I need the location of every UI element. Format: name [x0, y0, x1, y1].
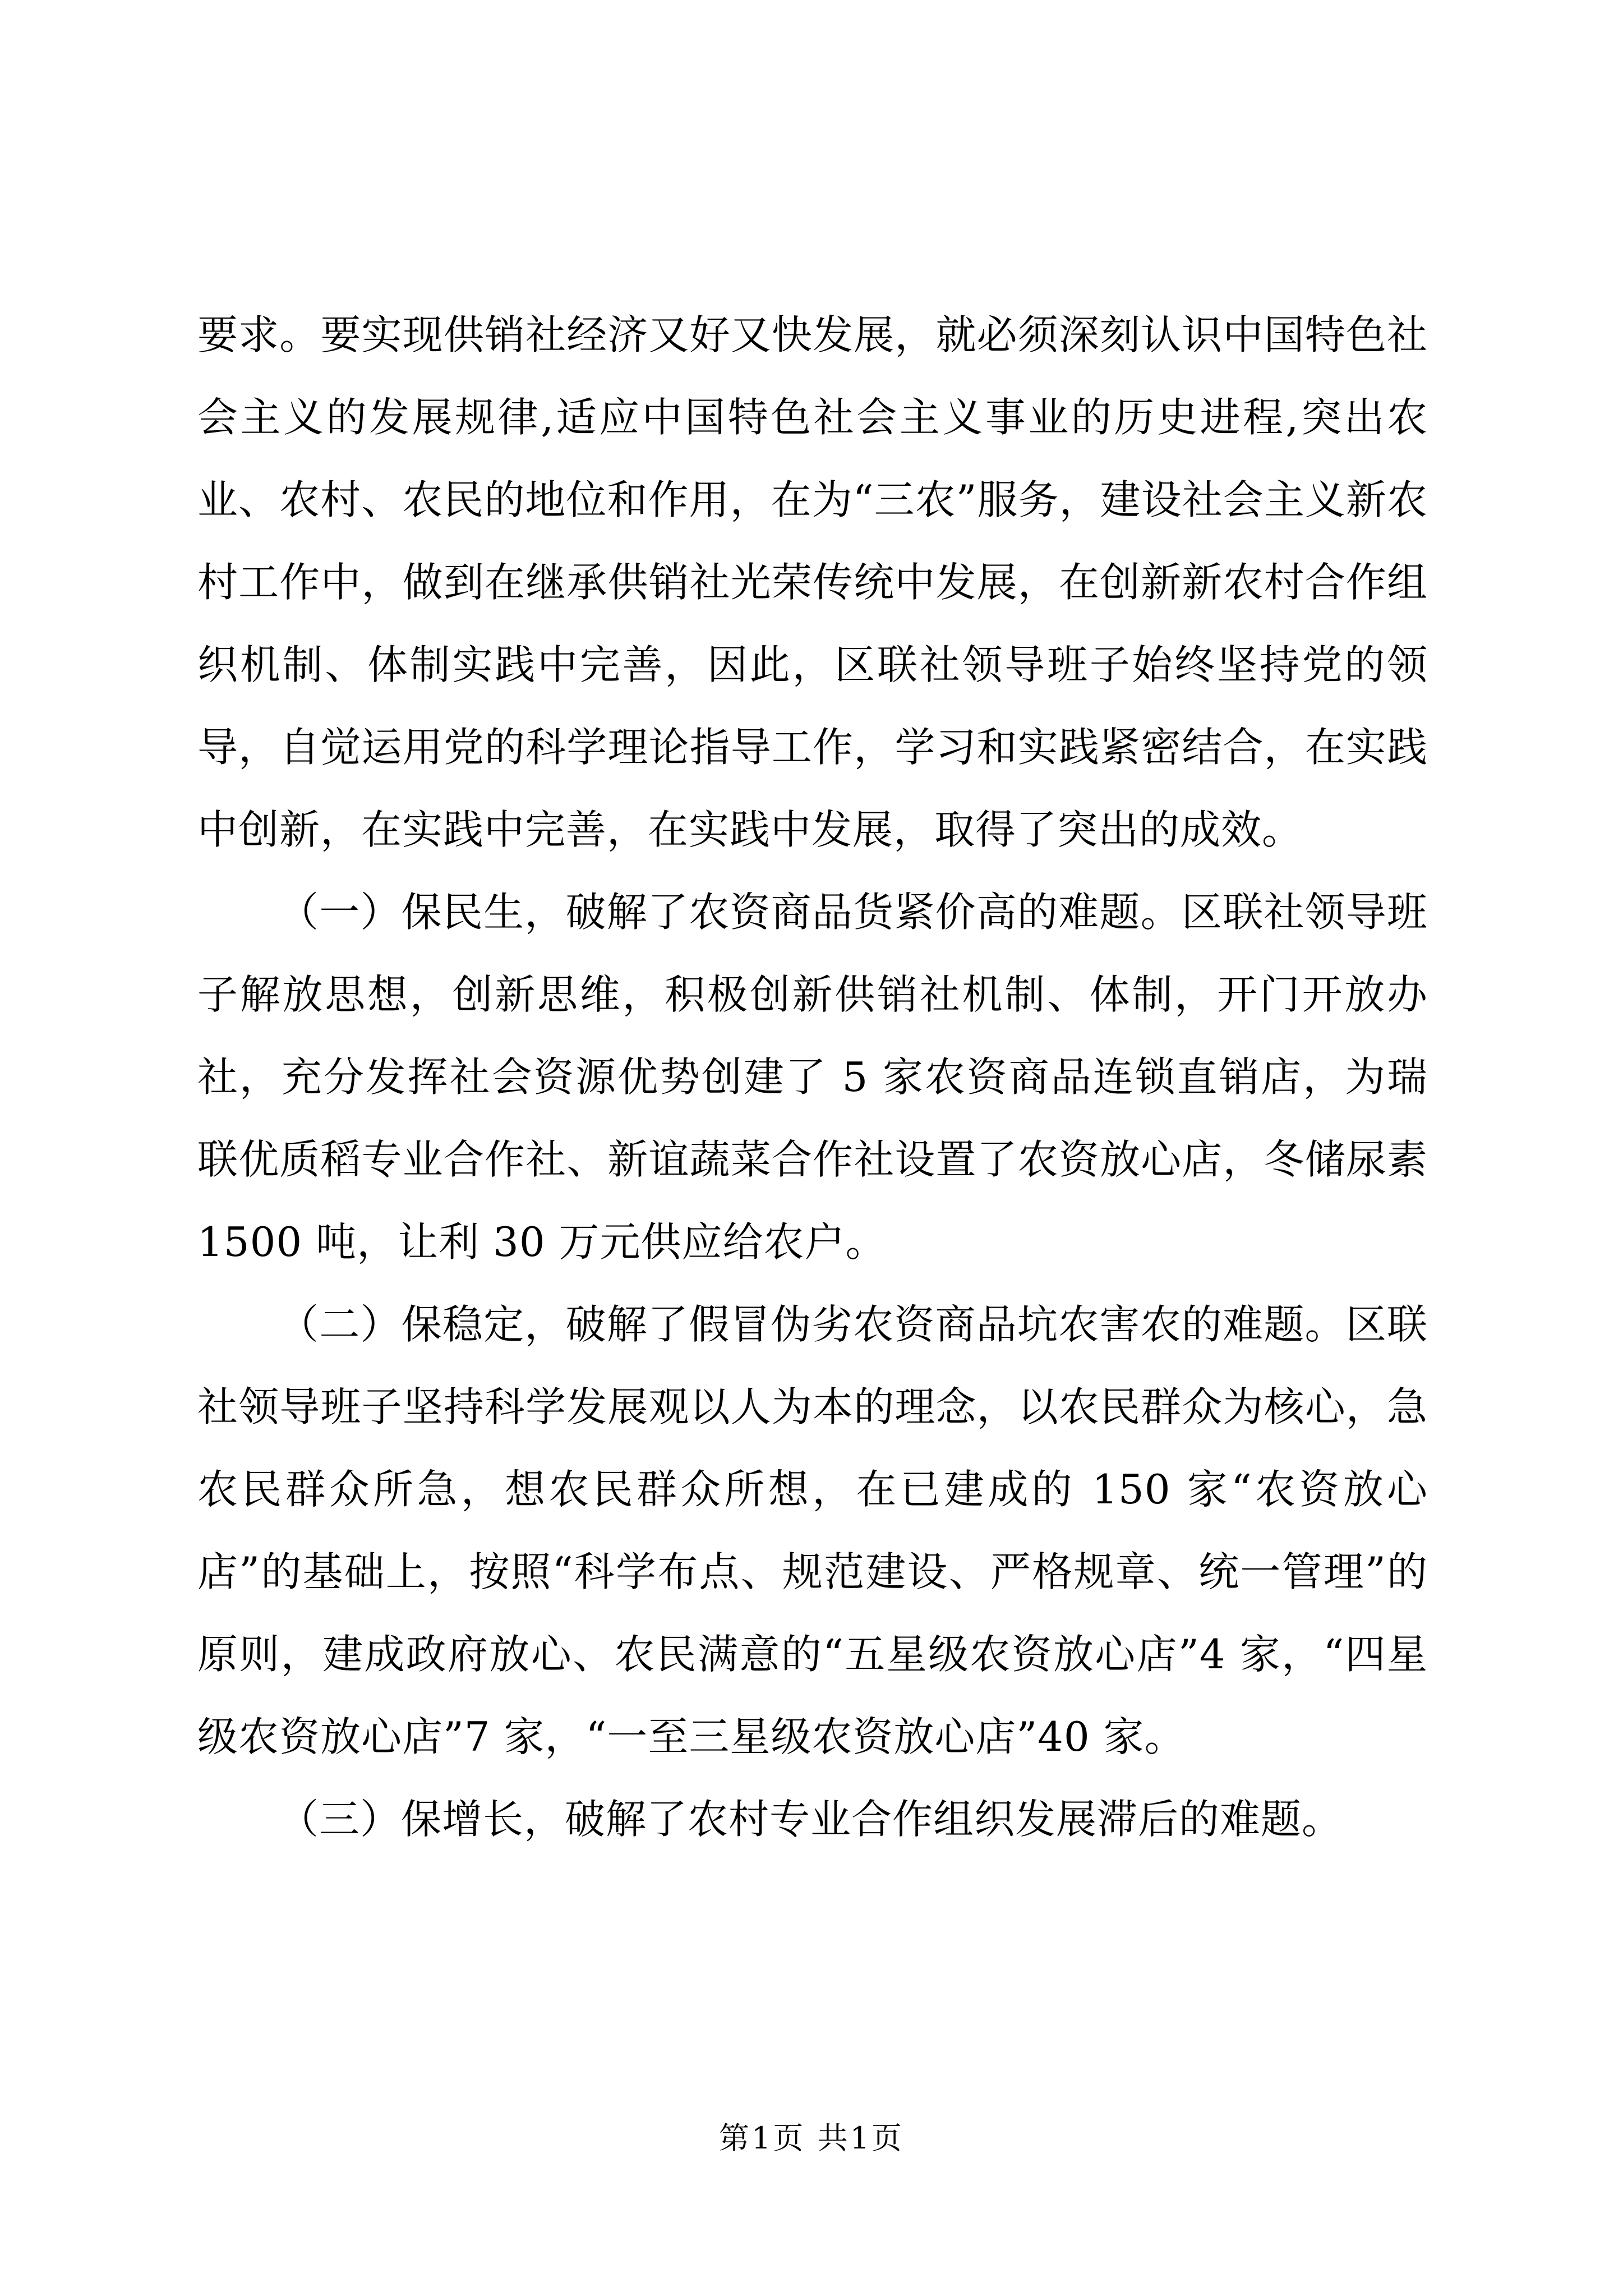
- footer-page-number: 第1页 共1页: [719, 2120, 904, 2156]
- document-body: [197, 294, 1428, 1861]
- paragraph: （二）保稳定，破解了假冒伪劣农资商品坑农害农的难题。区联社领导班子坚持科学发展观以人为本的理念，以农民群众为核心，急农民群众所急，想农民群众所想，在已建成的 150 家“农资放心店”的基础上，按照“科学布点、规范建设、严格规章、统一管理”的原则，建成政府放心、农民满意的“五星级农资放心店”4 家，“四星级农资放心店”7 家，“一至三星级农资放心店”40 家。: [197, 1301, 1428, 1760]
- paragraph: 要求。要实现供销社经济又好又快发展，就必须深刻认识中国特色社会主义的发展规律,适应中国特色社会主义事业的历史进程,突出农业、农村、农民的地位和作用，在为“三农”服务，建设社会主义新农村工作中，做到在继承供销社光荣传统中发展，在创新新农村合作组织机制、体制实践中完善，因此，区联社领导班子始终坚持党的领导，自觉运用党的科学理论指导工作，学习和实践紧密结合，在实践中创新，在实践中完善，在实践中发展，取得了突出的成效。: [197, 311, 1428, 853]
- paragraph: （三）保增长，破解了农村专业合作组织发展滞后的难题。: [278, 1796, 1343, 1843]
- paragraph: （一）保民生，破解了农资商品货紧价高的难题。区联社领导班子解放思想，创新思维，积极创新供销社机制、体制，开门开放办社，充分发挥社会资源优势创建了 5 家农资商品连锁直销店，为瑞联优质稻专业合作社、新谊蔬菜合作社设置了农资放心店，冬储尿素 1500 吨，让利 30 万元供应给农户。: [197, 889, 1428, 1266]
